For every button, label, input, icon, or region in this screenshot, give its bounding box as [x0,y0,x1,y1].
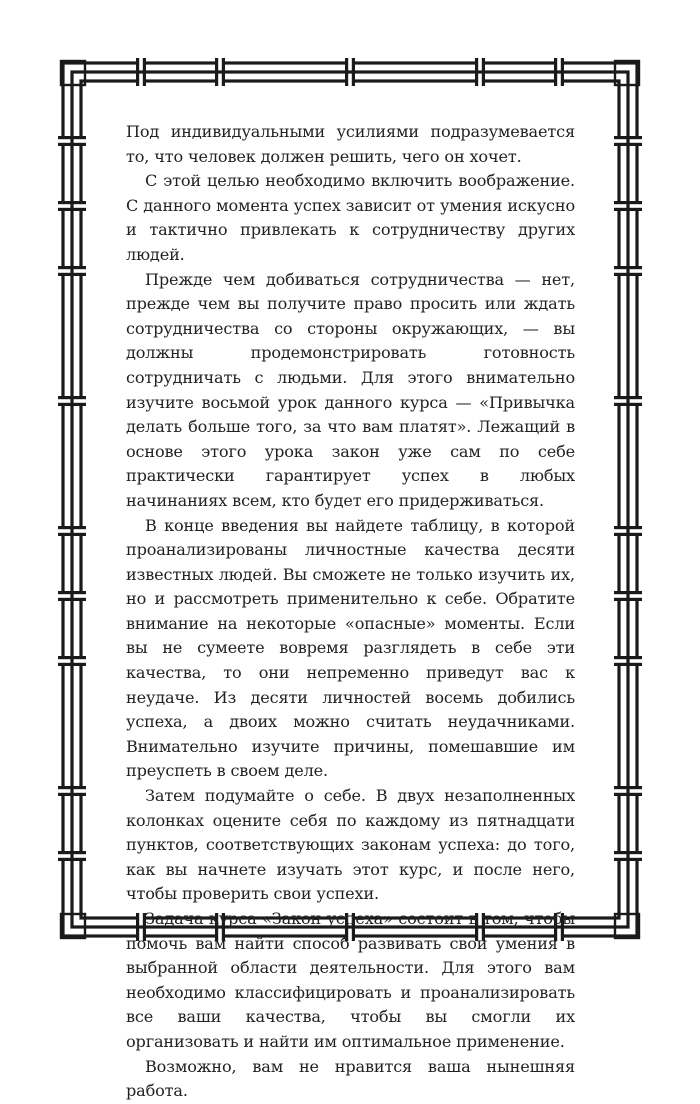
body-text [126,120,575,1104]
knot-left-1-bar-c [70,136,73,146]
paragraph-2: С этой целью необходимо включить воображение. С данного момента успех зависит от умения искусно и тактично привлекать к сотрудничеству других людей. [126,171,575,264]
knot-left-6-bar-c [70,591,73,601]
knot-right-7-bar-c [626,656,629,666]
knot-right-2-bar-c [626,201,629,211]
knot-right-3-bar-c [626,266,629,276]
paragraph-1: Под индивидуальными усилиями подразумевается то, что человек должен решить, чего он хочет. [126,122,575,166]
knot-right-5-bar-c [626,526,629,536]
knot-left-5-bar-c [70,526,73,536]
knot-top-5-bar-c [554,70,564,73]
knot-top-4-bar-c [475,70,485,73]
knot-left-4-bar-c [70,396,73,406]
knot-top-1-bar-c [136,70,146,73]
knot-left-3-bar-c [70,266,73,276]
paragraph-4: В конце введения вы найдете таблицу, в которой проанализированы личностные качества десяти известных людей. Вы сможете не только изучить их, но и рассмотреть применительно к себе. Обратите внимание на некоторые «опасные» моменты. Если вы не сумеете вовремя разглядеть в себе эти качества, то они непременно приведут вас к неудаче. Из десяти личностей восемь добились успеха, а двоих можно считать неудачниками. Внимательно изучите причины, помешавшие им преуспеть в своем деле. [126,515,575,781]
paragraph-6: Задача курса «Закон успеха» состоит в том, чтобы помочь вам найти способ развивать свои умения в выбранной области деятельности. Для этого вам необходимо классифицировать и проанализировать все ваши качества, чтобы вы смогли их организовать и найти им оптимальное применение. [126,909,575,1051]
paragraph-3: Прежде чем добиваться сотрудничества — нет, прежде чем вы получите право просить или ждать сотрудничества со стороны окружающих, — вы должны продемонстрировать готовность сотрудничать с людьми. Для этого внимательно изучите восьмой урок данного курса — «Привычка делать больше того, за что вам платят». Лежащий в основе этого урока закон уже сам по себе практически гарантирует успех в любых начинаниях всем, кто будет его придерживаться. [126,269,575,510]
knot-right-6-bar-c [626,591,629,601]
knot-right-8-bar-c [626,786,629,796]
knot-right-9-bar-c [626,851,629,861]
paragraph-5: Затем подумайте о себе. В двух незаполненных колонках оцените себя по каждому из пятнадцати пунктов, соответствующих законам успеха: до того, как вы начнете изучать этот курс, и после него, чтобы проверить свои успехи. [126,786,575,904]
paragraph-7: Возможно, вам не нравится ваша нынешняя работа. [126,1056,575,1101]
knot-left-7-bar-c [70,656,73,666]
knot-left-8-bar-c [70,786,73,796]
knot-top-3-bar-c [345,70,355,73]
knot-right-4-bar-c [626,396,629,406]
knot-top-2-bar-c [215,70,225,73]
knot-right-1-bar-c [626,136,629,146]
knot-left-9-bar-c [70,851,73,861]
knot-left-2-bar-c [70,201,73,211]
